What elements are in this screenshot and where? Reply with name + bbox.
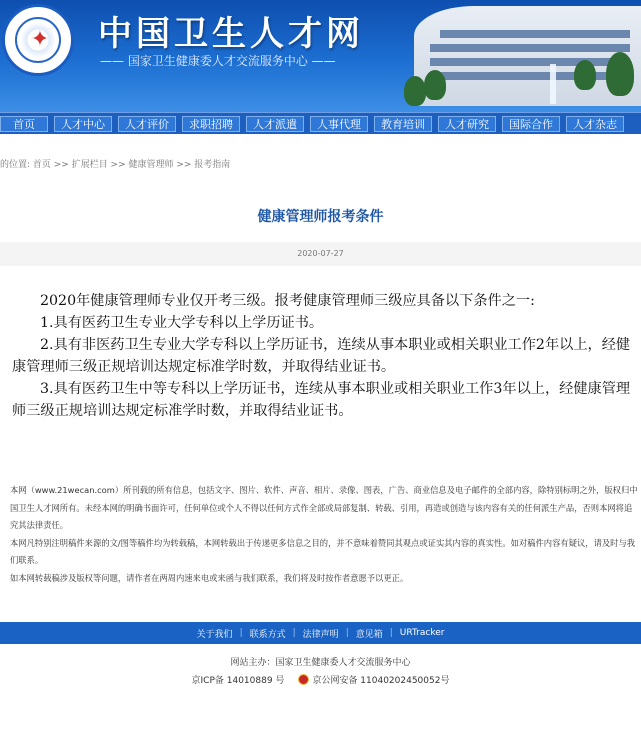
- header-banner: [0, 0, 641, 112]
- nav-item-personnel-agency[interactable]: 人事代理: [310, 116, 368, 132]
- article-date: 2020-07-27: [297, 249, 344, 258]
- nav-item-talent-research[interactable]: 人才研究: [438, 116, 496, 132]
- police-badge-icon: [298, 674, 309, 685]
- site-title: 中国卫生人才网: [98, 14, 364, 54]
- logo-emblem-icon: ✦: [15, 17, 61, 63]
- nav-item-talent-evaluation[interactable]: 人才评价: [118, 116, 176, 132]
- nav-item-international[interactable]: 国际合作: [502, 116, 560, 132]
- nav-item-talent-center[interactable]: 人才中心: [54, 116, 112, 132]
- disclaimer-paragraph: 如本网转载稿涉及版权等问题，请作者在两周内速来电或来函与我们联系，我们将及时按作者意愿予以更正。: [10, 572, 409, 583]
- footer-separator: |: [292, 628, 296, 638]
- icp-license[interactable]: 京ICP备 14010889 号: [191, 676, 285, 686]
- nav-item-magazine[interactable]: 人才杂志: [566, 116, 624, 132]
- breadcrumb[interactable]: 的位置: 首页 >> 扩展栏目 >> 健康管理师 >> 报考指南: [0, 160, 231, 170]
- footer-separator: |: [389, 628, 393, 638]
- site-logo[interactable]: [2, 4, 74, 76]
- footer-link-legal[interactable]: 法律声明: [302, 629, 339, 640]
- footer-separator: |: [239, 628, 243, 638]
- article-body: [12, 290, 634, 422]
- article-paragraph: 2.具有非医药卫生专业大学专科以上学历证书，连续从事本职业或相关职业工作2年以上，经健康管理师三级正规培训达规定标准学时数，并取得结业证书。: [12, 337, 631, 375]
- footer-link-feedback[interactable]: 意见箱: [355, 629, 383, 640]
- article-paragraph: 1.具有医药卫生专业大学专科以上学历证书。: [40, 315, 324, 331]
- article-title: 健康管理师报考条件: [257, 209, 384, 225]
- footer-bar: [0, 622, 641, 644]
- article-paragraph: 2020年健康管理师专业仅开考三级。报考健康管理师三级应具备以下条件之一:: [40, 293, 535, 309]
- footer-separator: |: [345, 628, 349, 638]
- police-record[interactable]: 京公网安备 11040202450052号: [312, 676, 450, 686]
- site-host: 网站主办：国家卫生健康委人才交流服务中心: [230, 658, 411, 668]
- nav-item-talent-dispatch[interactable]: 人才派遣: [246, 116, 304, 132]
- nav-item-job-recruitment[interactable]: 求职招聘: [182, 116, 240, 132]
- footer-link-contact[interactable]: 联系方式: [249, 629, 286, 640]
- main-nav: [0, 112, 641, 134]
- disclaimer-paragraph: 本网凡特别注明稿件来源的文/图等稿件均为转载稿，本网转载出于传递更多信息之目的，并不意味着赞同其观点或证实其内容的真实性。如对稿件内容有疑议，请及时与我们联系。: [10, 537, 636, 565]
- site-subtitle: —— 国家卫生健康委人才交流服务中心 ——: [100, 54, 336, 68]
- footer-link-about[interactable]: 关于我们: [196, 629, 233, 640]
- footer-link-urtracker[interactable]: URTracker: [399, 628, 445, 638]
- icp-row: [0, 673, 641, 686]
- nav-item-home[interactable]: 首页: [0, 116, 48, 132]
- article-paragraph: 3.具有医药卫生中等专科以上学历证书，连续从事本职业或相关职业工作3年以上，经健康管理师三级正规培训达规定标准学时数，并取得结业证书。: [12, 381, 631, 419]
- building-photo: [400, 0, 641, 112]
- nav-item-education-training[interactable]: 教育培训: [374, 116, 432, 132]
- copyright-disclaimer: [10, 482, 638, 587]
- disclaimer-paragraph: 本网（www.21wecan.com）所刊载的所有信息，包括文字、图片、软件、声音、相片、录像、图表，广告、商业信息及电子邮件的全部内容，除特别标明之外，版权归中国卫生人才网所有。未经本网的明确书面许可，任何单位或个人不得以任何方式作全部或局部复制、转载、引用，再造或创造与该内容有关的任何派生产品，否则本网将追究其法律责任。: [10, 485, 638, 530]
